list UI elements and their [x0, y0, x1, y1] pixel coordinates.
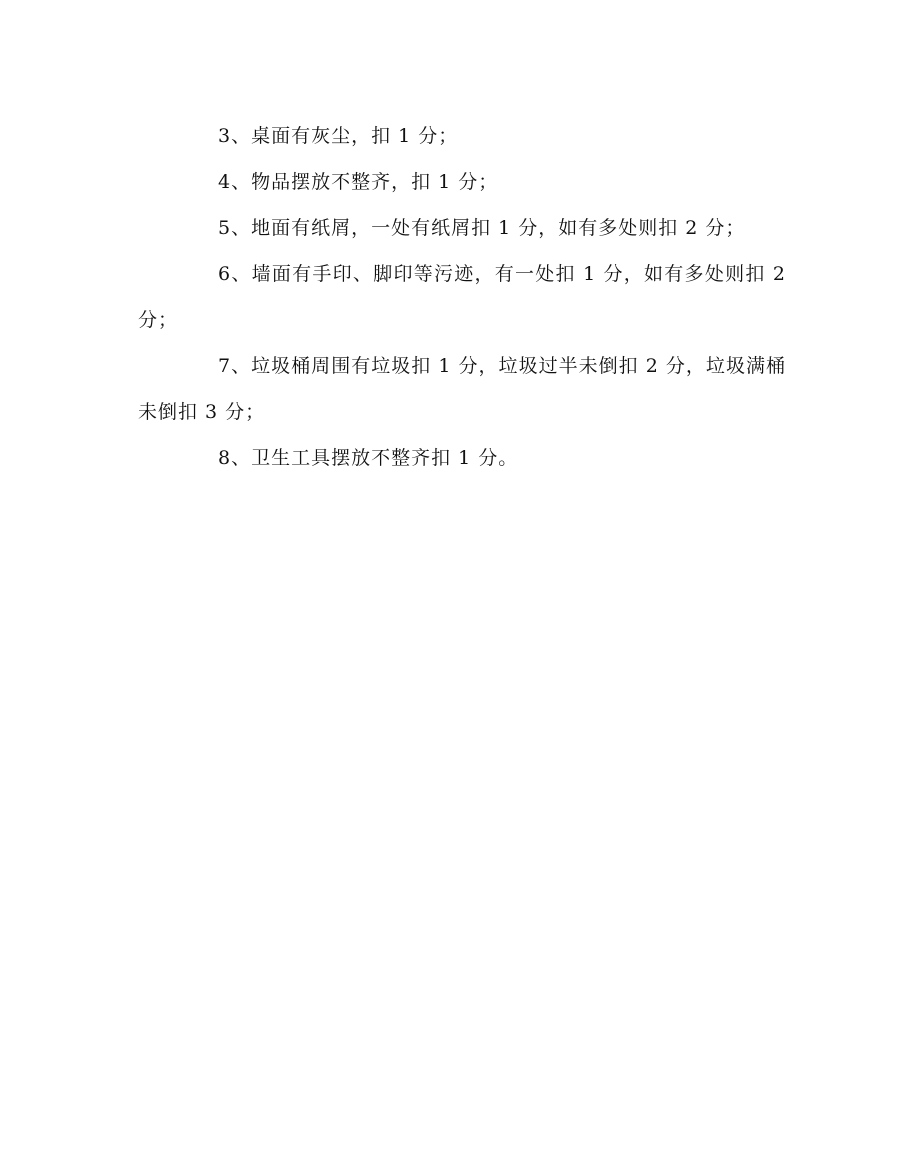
document-body [138, 113, 786, 481]
list-item-6: 6、墙面有手印、脚印等污迹，有一处扣 1 分，如有多处则扣 2 分； [138, 263, 786, 331]
list-item-4: 4、物品摆放不整齐，扣 1 分； [218, 171, 499, 193]
list-item-3: 3、桌面有灰尘，扣 1 分； [218, 125, 459, 147]
list-item-5: 5、地面有纸屑，一处有纸屑扣 1 分，如有多处则扣 2 分； [218, 217, 746, 239]
list-item-8: 8、卫生工具摆放不整齐扣 1 分。 [218, 447, 519, 469]
list-item-7: 7、垃圾桶周围有垃圾扣 1 分，垃圾过半未倒扣 2 分，垃圾满桶未倒扣 3 分； [138, 355, 786, 423]
